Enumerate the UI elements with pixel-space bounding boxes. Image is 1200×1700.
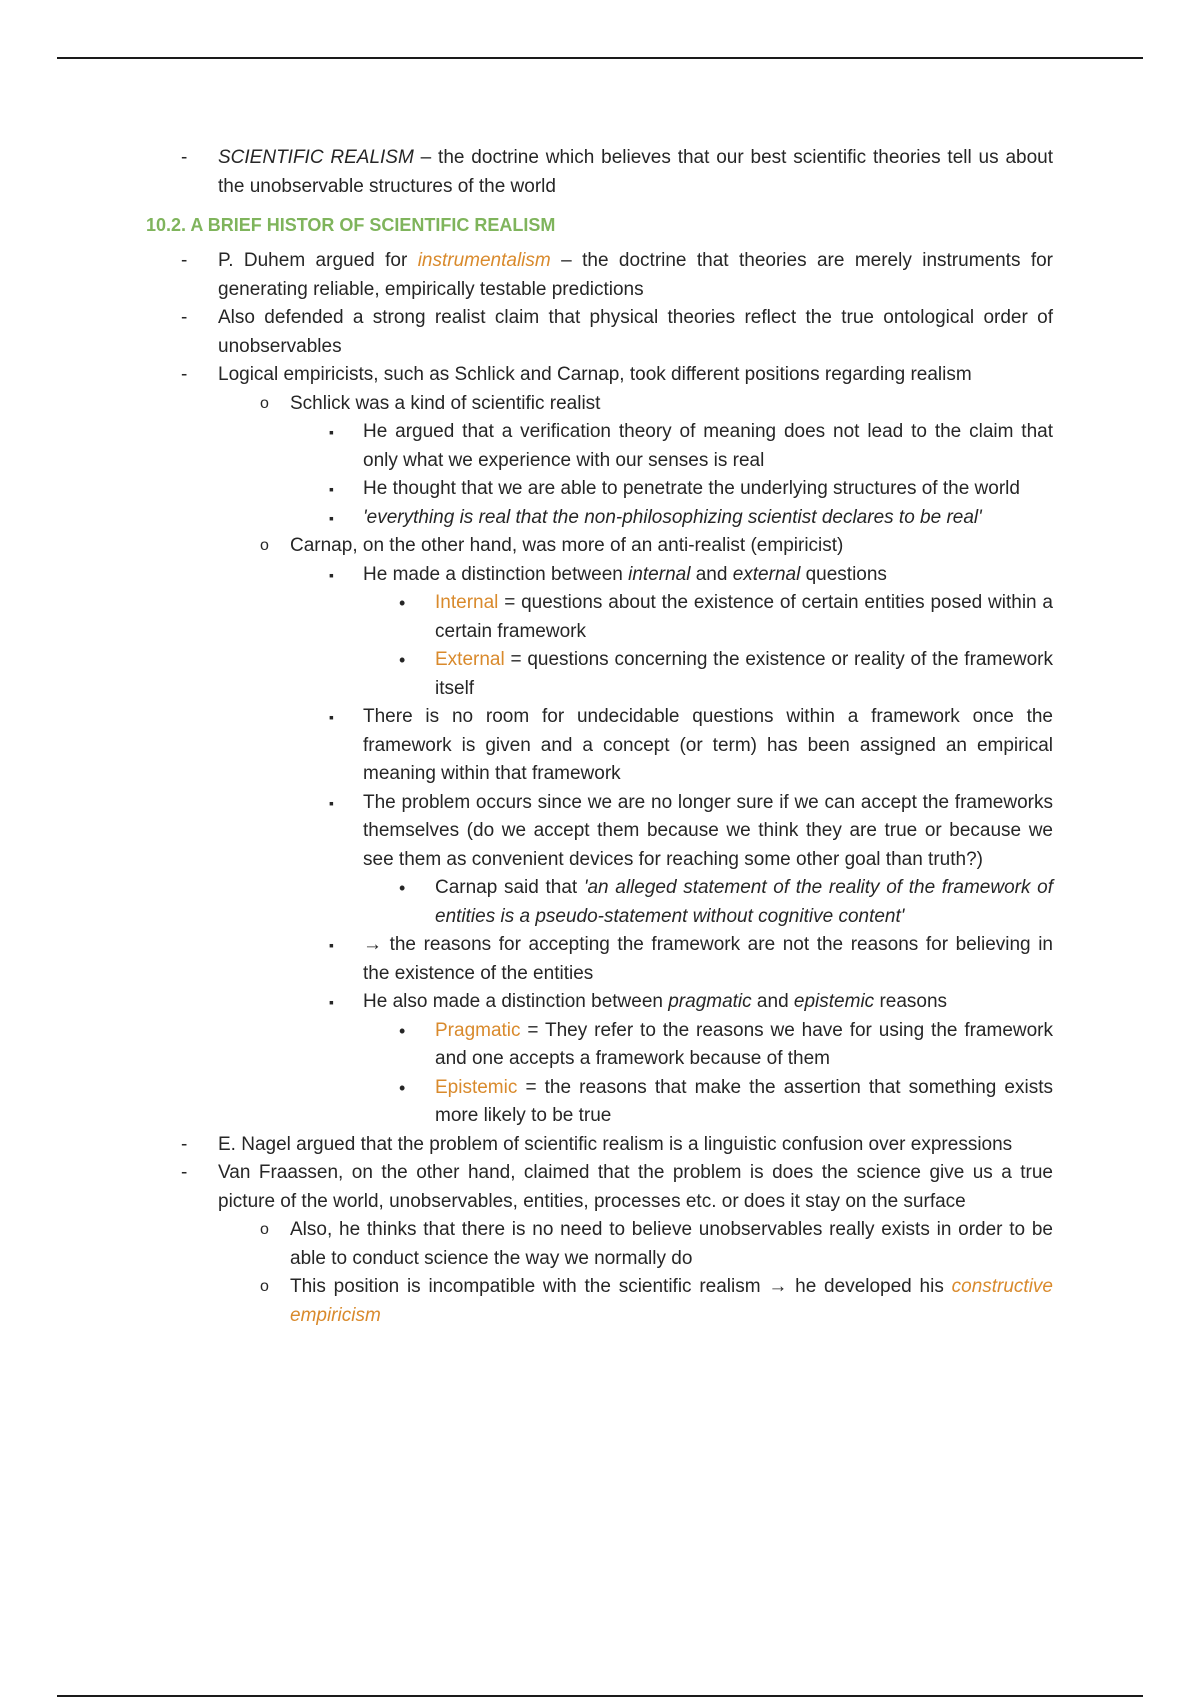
list-item-distinction-reasons: ▪ He also made a distinction between pragmatic and epistemic reasons xyxy=(363,988,1053,1017)
square-bullet: ▪ xyxy=(329,937,334,953)
term-scientific-realism: SCIENTIFIC REALISM xyxy=(218,147,414,168)
top-rule xyxy=(57,57,1143,59)
term-constructive-empiricism: constructive empiricism xyxy=(290,1276,1053,1326)
list-item-problem: ▪ The problem occurs since we are no longer sure if we can accept the frameworks themselves (do we accept them because we think they are true or because we see them as convenient devices for reaching some other goal than truth?) xyxy=(363,789,1053,875)
term-pragmatic: Pragmatic xyxy=(435,1019,521,1041)
list-item-pragmatic: • Pragmatic = They refer to the reasons we have for using the framework and one accepts a framework because of them xyxy=(435,1017,1053,1074)
bottom-rule xyxy=(57,1695,1143,1697)
square-bullet: ▪ xyxy=(329,424,334,440)
dot-bullet: • xyxy=(399,1020,406,1041)
list-item-carnap-quote: • Carnap said that 'an alleged statement of the reality of the framework of entities is a pseudo-statement without cognitive content' xyxy=(435,874,1053,931)
square-bullet: ▪ xyxy=(329,709,334,725)
term-internal: Internal xyxy=(435,592,499,613)
square-bullet: ▪ xyxy=(329,481,334,497)
dash-bullet: - xyxy=(181,307,188,328)
dash-bullet: - xyxy=(181,1133,188,1155)
list-item-van-fraassen-unobservables: o Also, he thinks that there is no need to believe unobservables really exists in order to be able to conduct science the way we normally do xyxy=(290,1216,1053,1273)
term-instrumentalism: instrumentalism xyxy=(417,250,551,271)
list-item-internal: • Internal = questions about the existence of certain entities posed within a certain framework xyxy=(435,589,1053,646)
list-item-scientific-realism xyxy=(181,144,1053,201)
term-epistemic: Epistemic xyxy=(435,1076,518,1098)
list-item-reasons: ▪ → the reasons for accepting the framework are not the reasons for believing in the existence of the entities xyxy=(363,931,1053,988)
dot-bullet: • xyxy=(399,650,406,670)
list-item-epistemic: • Epistemic = the reasons that make the assertion that something exists more likely to be true xyxy=(435,1074,1053,1131)
list-item-logical-empiricists: - Logical empiricists, such as Schlick and Carnap, took different positions regarding realism xyxy=(218,361,1053,390)
list-item-no-room: ▪ There is no room for undecidable questions within a framework once the framework is given and a concept (or term) has been assigned an empirical meaning within that framework xyxy=(363,703,1053,789)
square-bullet: ▪ xyxy=(329,566,334,583)
dot-bullet: • xyxy=(399,878,406,898)
dot-bullet: • xyxy=(399,593,406,613)
dot-bullet: • xyxy=(399,1077,406,1098)
dash-bullet: - xyxy=(181,147,188,168)
list-item-schlick: o Schlick was a kind of scientific realist xyxy=(290,390,1053,419)
circle-bullet: o xyxy=(260,1221,269,1238)
list-item-van-fraassen: - Van Fraassen, on the other hand, claimed that the problem is does the science give us a true picture of the world, unobservables, entities, processes etc. or does it stay on the surface xyxy=(218,1159,1053,1216)
dash-bullet: - xyxy=(181,250,188,271)
section-heading: 10.2. A BRIEF HISTOR OF SCIENTIFIC REALISM xyxy=(146,215,556,235)
list-item-schlick-verification: ▪ He argued that a verification theory of meaning does not lead to the claim that only what we experience with our senses is real xyxy=(363,418,1053,475)
list-item-external: • External = questions concerning the existence or reality of the framework itself xyxy=(435,646,1053,703)
list-item-carnap: o Carnap, on the other hand, was more of an anti-realist (empiricist) xyxy=(290,532,1053,561)
square-bullet: ▪ xyxy=(329,794,334,811)
circle-bullet: o xyxy=(260,1278,269,1295)
list-item-van-fraassen-constructive: o This position is incompatible with the scientific realism → he developed his constructive empiricism xyxy=(290,1273,1053,1330)
list-item-schlick-structures: ▪ He thought that we are able to penetrate the underlying structures of the world xyxy=(363,475,1053,504)
dash-bullet: - xyxy=(181,1162,188,1183)
list-item-nagel: - E. Nagel argued that the problem of scientific realism is a linguistic confusion over expressions xyxy=(218,1131,1053,1160)
dash-bullet: - xyxy=(181,364,188,385)
list-item-duhem: - P. Duhem argued for instrumentalism – the doctrine that theories are merely instruments for generating reliable, empirically testable predictions xyxy=(218,247,1053,304)
list-item-schlick-quote: ▪ 'everything is real that the non-philosophizing scientist declares to be real' xyxy=(363,504,1053,533)
square-bullet: ▪ xyxy=(329,509,334,526)
square-bullet: ▪ xyxy=(329,994,334,1010)
document-body xyxy=(0,144,1200,1330)
circle-bullet: o xyxy=(260,537,269,554)
list-item-carnap-distinction: ▪ He made a distinction between internal and external questions xyxy=(363,561,1053,590)
circle-bullet: o xyxy=(260,394,269,412)
list-item-duhem-realist: - Also defended a strong realist claim that physical theories reflect the true ontological order of unobservables xyxy=(218,304,1053,361)
term-external: External xyxy=(435,649,505,670)
definition-text: – the doctrine which believes that our best scientific theories tell us about the unobservable structures of the world xyxy=(218,147,1053,197)
